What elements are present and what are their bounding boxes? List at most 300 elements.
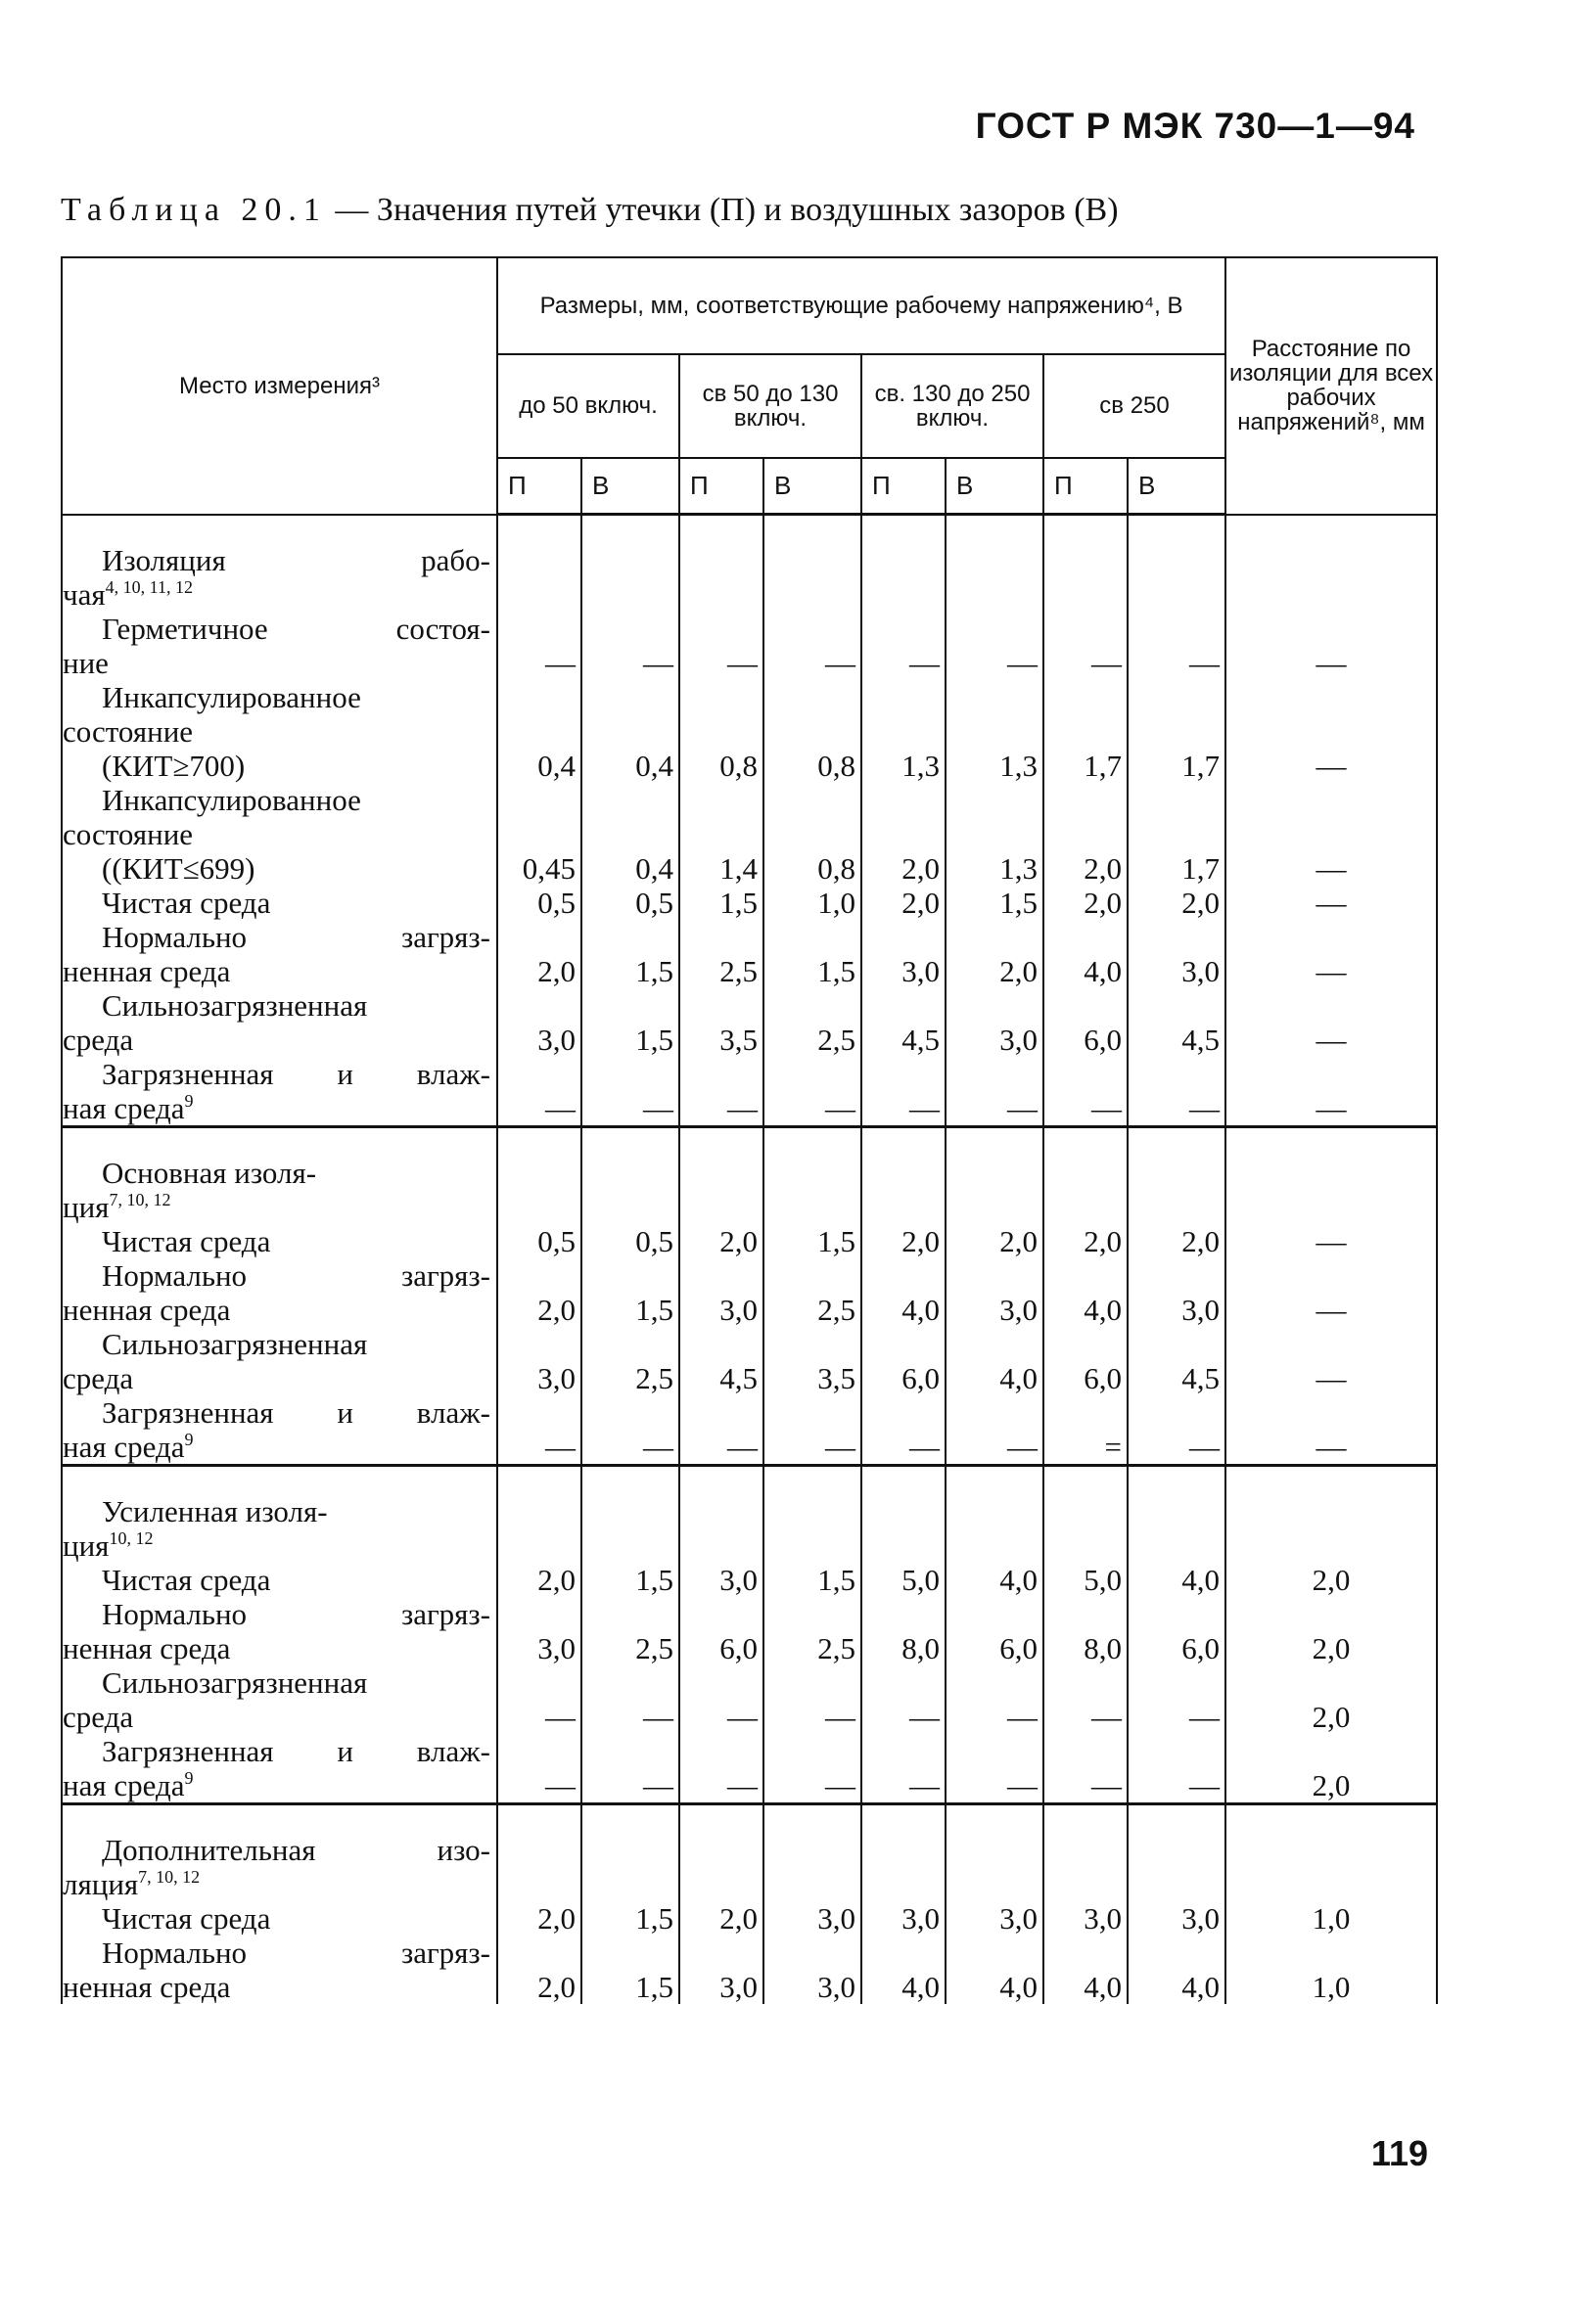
table-value (680, 1665, 762, 1700)
table-value: 4,0 (1084, 1970, 1122, 2004)
table-value: — (1316, 885, 1347, 920)
table-value: — (1316, 1293, 1347, 1327)
table-value: 2,0 (537, 1901, 576, 1936)
table-value: 6,0 (1084, 1023, 1122, 1057)
table-value: 2,0 (537, 1293, 576, 1327)
row-label-text: Загрязненная и влаж- (102, 1734, 490, 1768)
row-label-line (63, 1494, 496, 1528)
row-label-text: ненная среда (63, 1631, 231, 1665)
table-value: 8,0 (901, 1631, 940, 1665)
table-value: — (1316, 645, 1347, 680)
table-value (947, 988, 1042, 1023)
table-value: 4,5 (901, 1023, 940, 1057)
table-value (862, 1936, 945, 1970)
table-value (764, 1258, 860, 1293)
table-value (1044, 1156, 1127, 1190)
distance-value-cell (1225, 1466, 1437, 1804)
table-value: 3,0 (999, 1901, 1038, 1936)
table-value: 2,5 (635, 1631, 673, 1665)
table-value (1129, 1867, 1224, 1901)
table-value: 4,0 (1181, 1970, 1221, 2004)
table-value (1044, 1833, 1127, 1867)
table-value (764, 1734, 860, 1768)
table-value (764, 783, 860, 817)
table-value: 1,5 (635, 954, 673, 988)
row-label-line (63, 1057, 496, 1091)
row-label-line (63, 1361, 496, 1395)
table-value (680, 1258, 762, 1293)
table-value: — (1091, 1091, 1122, 1125)
table-value (498, 920, 580, 954)
row-label-text: Чистая среда (102, 885, 271, 920)
table-value (862, 1494, 945, 1528)
table-value (1129, 1156, 1224, 1190)
table-value: 3,0 (537, 1361, 576, 1395)
footnote-ref: 9 (184, 1430, 194, 1449)
table-value (1129, 783, 1224, 817)
table-value (1044, 1258, 1127, 1293)
table-value (582, 783, 678, 817)
table-value (582, 920, 678, 954)
table-value (680, 988, 762, 1023)
table-value: 1,5 (817, 1224, 855, 1258)
row-label-line (63, 920, 496, 954)
table-value (498, 1395, 580, 1430)
table-value (947, 1395, 1042, 1430)
table-value (1044, 1665, 1127, 1700)
table-value (1226, 1833, 1436, 1867)
table-value (582, 1734, 678, 1768)
table-value: 1,5 (817, 1563, 855, 1597)
table-value (862, 1258, 945, 1293)
table-body (62, 515, 1437, 2005)
row-label-line (63, 1901, 496, 1936)
row-label-text: Нормально загряз- (102, 1936, 490, 1970)
table-value: 2,0 (1181, 886, 1221, 920)
row-label-line (63, 1293, 496, 1327)
table-value: 2,0 (1181, 1224, 1221, 1258)
table-value: — (545, 1091, 576, 1125)
table-value: 1,0 (1312, 1901, 1351, 1936)
dimension-value-cell (763, 1127, 861, 1466)
table-value (764, 714, 860, 749)
table-value (947, 1734, 1042, 1768)
dimension-value-cell (861, 515, 946, 1127)
table-value (1226, 1867, 1436, 1901)
dimension-value-cell (861, 1804, 946, 2005)
table-value (1226, 1528, 1436, 1563)
measure-place-cell (62, 1127, 497, 1466)
table-value (764, 612, 860, 646)
table-value: — (909, 1091, 940, 1125)
table-value (1044, 1734, 1127, 1768)
table-value (1044, 783, 1127, 817)
table-value: — (727, 1430, 758, 1464)
table-value: — (1316, 748, 1347, 783)
table-value: 6,0 (901, 1361, 940, 1395)
table-value (582, 612, 678, 646)
header-v: В (581, 458, 679, 515)
distance-value-cell (1225, 515, 1437, 1127)
table-value (1226, 817, 1436, 851)
row-label-line (63, 1327, 496, 1361)
footnote-ref: 9 (184, 1090, 194, 1111)
table-value: 3,0 (719, 1293, 758, 1327)
table-value (1226, 1597, 1436, 1631)
table-value (1226, 1190, 1436, 1224)
table-value: 2,0 (1084, 1224, 1122, 1258)
table-value: — (545, 646, 576, 680)
dimension-value-cell (581, 1127, 679, 1466)
row-label-text: Нормально загряз- (102, 1258, 490, 1293)
table-value (1044, 1494, 1127, 1528)
table-value (947, 1597, 1042, 1631)
table-value: 1,7 (1084, 749, 1122, 783)
table-value: 4,0 (999, 1563, 1038, 1597)
table-value: — (1316, 1022, 1347, 1057)
table-value (582, 1156, 678, 1190)
header-p: П (1043, 458, 1128, 515)
table-value: 6,0 (719, 1631, 758, 1665)
table-value: — (1316, 1224, 1347, 1258)
table-value (1129, 714, 1224, 749)
row-label-line (63, 783, 496, 817)
table-value: — (1189, 1430, 1221, 1464)
table-value: 2,0 (901, 1224, 940, 1258)
dimension-value-cell (581, 1804, 679, 2005)
table-value (582, 988, 678, 1023)
row-label-line (63, 1936, 496, 1970)
table-value: — (643, 1430, 673, 1464)
table-value (1129, 920, 1224, 954)
dimension-value-cell (763, 515, 861, 1127)
dimension-value-cell (763, 1804, 861, 2005)
table-value (862, 1665, 945, 1700)
row-label-line (63, 851, 496, 886)
table-value (582, 1395, 678, 1430)
table-value: 3,0 (1084, 1901, 1122, 1936)
row-label-line (63, 1833, 496, 1867)
dimension-value-cell (861, 1127, 946, 1466)
table-value (862, 543, 945, 577)
table-value (1129, 612, 1224, 646)
table-value: 5,0 (1084, 1563, 1122, 1597)
table-value: 3,0 (817, 1970, 855, 2004)
row-label-text: Усиленная изоля- (102, 1494, 328, 1528)
table-value: 3,5 (817, 1361, 855, 1395)
row-label-text: чая (63, 576, 106, 612)
dimension-value-cell (1043, 1804, 1128, 2005)
table-value (680, 1936, 762, 1970)
row-label-line (63, 1700, 496, 1734)
table-value (764, 1867, 860, 1901)
table-value: 4,0 (999, 1970, 1038, 2004)
table-value (1129, 1734, 1224, 1768)
table-caption-text: — Значения путей утечки (П) и воздушных зазоров (В) (326, 192, 1119, 228)
document-header: ГОСТ Р МЭК 730—1—94 (975, 106, 1415, 146)
table-value: 5,0 (901, 1563, 940, 1597)
table-value: 3,0 (1181, 954, 1221, 988)
table-value (1129, 817, 1224, 851)
table-value (1129, 1597, 1224, 1631)
row-label-text: Сильнозагрязненная (102, 1665, 368, 1700)
table-value: 3,0 (719, 1563, 758, 1597)
table-value (1129, 1833, 1224, 1867)
row-label-text: ция (63, 1190, 110, 1224)
table-value (1226, 577, 1436, 612)
dimension-value-cell (946, 1466, 1043, 1804)
table-value: 3,0 (901, 1901, 940, 1936)
table-value (582, 1057, 678, 1091)
table-value: 1,5 (635, 1563, 673, 1597)
table-value (680, 1057, 762, 1091)
table-value (1044, 612, 1127, 646)
table-value (1129, 577, 1224, 612)
table-value: 2,5 (817, 1023, 855, 1057)
table-value: 1,5 (999, 886, 1038, 920)
table-value: 0,8 (817, 749, 855, 783)
table-value: 3,0 (817, 1901, 855, 1936)
footnote-ref: 7, 10, 12 (109, 1190, 171, 1209)
dimension-value-cell (1128, 1804, 1225, 2005)
header-p: П (679, 458, 763, 515)
header-p: П (497, 458, 581, 515)
table-value (680, 1597, 762, 1631)
dimension-value-cell (497, 515, 581, 1127)
dimension-value-cell (581, 515, 679, 1127)
header-v: В (763, 458, 861, 515)
table-value (582, 680, 678, 714)
row-label-text: ная среда (63, 1430, 185, 1464)
row-label-text: Нормально загряз- (102, 919, 490, 954)
row-label-text: Дополнительная изо- (102, 1833, 490, 1867)
table-value (862, 988, 945, 1023)
table-value: 1,5 (635, 1970, 673, 2004)
table-value (947, 817, 1042, 851)
header-dimensions: Размеры, мм, соответствующие рабочему напряжению⁴, В (497, 257, 1225, 354)
dimension-value-cell (1128, 1127, 1225, 1466)
table-value (582, 714, 678, 749)
row-label-line (63, 1258, 496, 1293)
table-value: — (1189, 1091, 1221, 1125)
row-label-text: состояние (63, 713, 194, 749)
table-value (498, 817, 580, 851)
table-value (1044, 1190, 1127, 1224)
row-label-line (63, 1734, 496, 1768)
row-label-line (63, 543, 496, 577)
table-value (1129, 1494, 1224, 1528)
dimension-value-cell (946, 515, 1043, 1127)
table-value: — (825, 646, 855, 680)
row-label-line (63, 612, 496, 646)
table-value: — (825, 1768, 855, 1802)
table-value (680, 920, 762, 954)
row-label-text: ная среда (63, 1090, 185, 1125)
table-value: 0,4 (635, 851, 673, 886)
table-value: 6,0 (1181, 1631, 1221, 1665)
table-value: 3,0 (1181, 1901, 1221, 1936)
table-value: 4,5 (1181, 1023, 1221, 1057)
table-value (582, 1833, 678, 1867)
table-value (582, 1327, 678, 1361)
table-value: 4,0 (901, 1970, 940, 2004)
table-value (862, 577, 945, 612)
table-value (1129, 1528, 1224, 1563)
table-value (1226, 543, 1436, 577)
table-value: — (1316, 1361, 1347, 1395)
row-label-text: Инкапсулированное (102, 782, 361, 817)
table-value (862, 1057, 945, 1091)
row-label-text: Герметичное состоя- (102, 611, 490, 646)
row-label-line (63, 1768, 496, 1802)
table-value: — (1091, 1700, 1122, 1734)
table-value (498, 1665, 580, 1700)
table-value: 0,4 (537, 749, 576, 783)
table-value (947, 1665, 1042, 1700)
table-value: = (1104, 1430, 1122, 1464)
row-label-text: ненная среда (63, 1293, 231, 1327)
table-value (498, 1057, 580, 1091)
table-value: 2,5 (719, 954, 758, 988)
header-range-2: св 50 до 130 включ. (679, 354, 861, 458)
table-value (862, 817, 945, 851)
table-value (947, 783, 1042, 817)
table-value (498, 1597, 580, 1631)
row-label-text: ненная среда (63, 953, 231, 988)
dimension-value-cell (1128, 1466, 1225, 1804)
table-value (498, 1327, 580, 1361)
table-value (498, 1190, 580, 1224)
table-value (582, 1597, 678, 1631)
table-value: — (825, 1091, 855, 1125)
table-value (862, 920, 945, 954)
table-value: 3,0 (1181, 1293, 1221, 1327)
table-value (862, 1395, 945, 1430)
table-value: 4,5 (719, 1361, 758, 1395)
table-value: — (1091, 1768, 1122, 1802)
table-value: 2,0 (537, 954, 576, 988)
row-label-text: Нормально загряз- (102, 1597, 490, 1631)
table-value (1226, 612, 1436, 646)
table-value (947, 1258, 1042, 1293)
table-value (498, 714, 580, 749)
table-value: 2,0 (719, 1224, 758, 1258)
dimension-value-cell (497, 1804, 581, 2005)
table-value (680, 1528, 762, 1563)
table-value (680, 1327, 762, 1361)
table-value (862, 1734, 945, 1768)
table-value (1226, 1494, 1436, 1528)
table-value: — (1316, 953, 1347, 988)
table-value (1129, 680, 1224, 714)
table-value: — (909, 1700, 940, 1734)
table-value (764, 1528, 860, 1563)
row-label-line (63, 1867, 496, 1901)
table-value: — (545, 1768, 576, 1802)
dimension-value-cell (497, 1466, 581, 1804)
table-value (862, 1833, 945, 1867)
table-value (582, 1528, 678, 1563)
row-label-line (63, 577, 496, 612)
table-value: 2,0 (1312, 1631, 1351, 1665)
table-value: 6,0 (1084, 1361, 1122, 1395)
header-v: В (1128, 458, 1225, 515)
distance-value-cell (1225, 1804, 1437, 2005)
table-value (764, 543, 860, 577)
table-value (582, 1190, 678, 1224)
table-value (1044, 1867, 1127, 1901)
table-value (764, 1833, 860, 1867)
table-value (498, 680, 580, 714)
table-value: — (727, 1091, 758, 1125)
table-value (947, 714, 1042, 749)
table-value (1226, 1395, 1436, 1430)
row-label-line (63, 1190, 496, 1224)
table-value (1044, 1327, 1127, 1361)
table-value (1044, 1528, 1127, 1563)
row-label-line (63, 1395, 496, 1430)
table-value (862, 680, 945, 714)
row-label-text: среда (63, 1361, 134, 1395)
row-label-line (63, 1023, 496, 1057)
table-value (1129, 1327, 1224, 1361)
table-value (1226, 1327, 1436, 1361)
table-value (764, 1057, 860, 1091)
table-value: 4,0 (1181, 1563, 1221, 1597)
table-value: 0,8 (817, 851, 855, 886)
dimension-value-cell (946, 1127, 1043, 1466)
table-value: 2,0 (999, 954, 1038, 988)
table-value: 2,5 (635, 1361, 673, 1395)
table-value (947, 543, 1042, 577)
table-value: — (909, 1430, 940, 1464)
table-value (764, 1327, 860, 1361)
table-value (1129, 1057, 1224, 1091)
row-label-line (63, 1156, 496, 1190)
table-value (498, 783, 580, 817)
table-value: 2,0 (537, 1970, 576, 2004)
table-value (498, 1494, 580, 1528)
table-value: — (545, 1700, 576, 1734)
table-value (947, 1327, 1042, 1361)
table-value: 1,7 (1181, 851, 1221, 886)
table-value: 1,0 (817, 886, 855, 920)
table-value (498, 1734, 580, 1768)
table-value (764, 680, 860, 714)
table-value (1226, 783, 1436, 817)
table-value (680, 1190, 762, 1224)
table-value (498, 1867, 580, 1901)
table-value (680, 817, 762, 851)
table-value: — (643, 1700, 673, 1734)
table-value (947, 1528, 1042, 1563)
table-value (1226, 1057, 1436, 1091)
row-label-line (63, 988, 496, 1023)
header-measure-place: Место измерения³ (62, 257, 497, 515)
table-group-row (62, 1804, 1437, 2005)
row-label-text: ная среда (63, 1768, 185, 1802)
dimension-value-cell (679, 515, 763, 1127)
table-value (498, 543, 580, 577)
table-value: — (1316, 1090, 1347, 1125)
table-value (680, 612, 762, 646)
table-value (947, 920, 1042, 954)
table-value (947, 1057, 1042, 1091)
table-value: — (643, 646, 673, 680)
row-label-text: Изоляция рабо- (102, 542, 490, 577)
table-value (680, 577, 762, 612)
table-value (1044, 1395, 1127, 1430)
